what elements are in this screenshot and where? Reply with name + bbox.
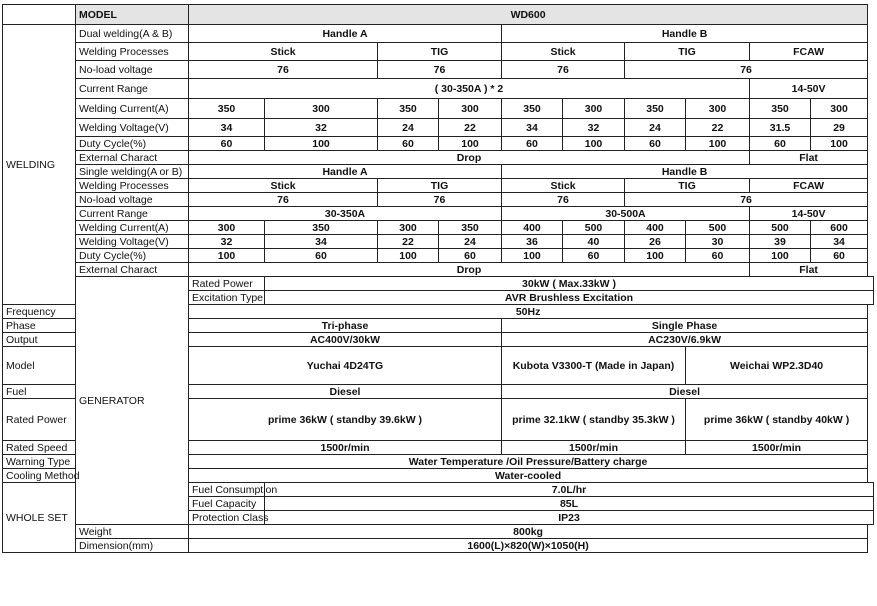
table-cell: 32 <box>563 119 625 137</box>
table-cell: 350 <box>265 221 378 235</box>
table-cell: 1500r/min <box>502 441 686 455</box>
table-cell: 22 <box>378 235 439 249</box>
table-row <box>3 79 874 99</box>
table-cell: 100 <box>750 249 811 263</box>
table-cell: 30-350A <box>189 207 502 221</box>
table-cell: Flat <box>750 263 868 277</box>
table-cell: 60 <box>189 137 265 151</box>
table-cell: 60 <box>563 249 625 263</box>
table-cell: FCAW <box>750 179 868 193</box>
row-label: Welding Processes <box>76 43 189 61</box>
table-cell: 29 <box>811 119 868 137</box>
row-label: Protection Class <box>189 511 265 525</box>
table-cell: 100 <box>378 249 439 263</box>
table-cell: 32 <box>189 235 265 249</box>
table-cell: IP23 <box>265 511 874 525</box>
row-label: Welding Current(A) <box>76 99 189 119</box>
table-cell: prime 36kW ( standby 39.6kW ) <box>189 399 502 441</box>
single-handle-a: Handle A <box>189 165 502 179</box>
row-label: Weight <box>76 525 189 539</box>
table-cell: 60 <box>502 137 563 151</box>
row-label: Cooling Method <box>3 469 76 483</box>
table-cell: 1500r/min <box>686 441 868 455</box>
row-label: Duty Cycle(%) <box>76 249 189 263</box>
table-cell: 24 <box>439 235 502 249</box>
table-cell: 100 <box>811 137 868 151</box>
table-cell: Diesel <box>502 385 868 399</box>
table-cell: 30-500A <box>502 207 750 221</box>
table-cell: 60 <box>439 249 502 263</box>
table-cell: 350 <box>378 99 439 119</box>
table-row <box>3 119 874 137</box>
table-cell: 100 <box>502 249 563 263</box>
section-generator: GENERATOR <box>76 277 189 525</box>
table-cell: 500 <box>686 221 750 235</box>
table-cell: 400 <box>625 221 686 235</box>
table-cell: 76 <box>502 193 625 207</box>
table-cell: 76 <box>625 61 868 79</box>
row-label: Dimension(mm) <box>76 539 189 553</box>
row-label: Welding Voltage(V) <box>76 235 189 249</box>
table-cell: 76 <box>502 61 625 79</box>
table-cell: 7.0L/hr <box>265 483 874 497</box>
table-cell: Stick <box>189 179 378 193</box>
row-label: Rated Speed <box>3 441 76 455</box>
table-cell: 34 <box>811 235 868 249</box>
table-cell: 100 <box>686 137 750 151</box>
table-cell: 76 <box>625 193 868 207</box>
table-cell: 14-50V <box>750 207 868 221</box>
table-cell: AC400V/30kW <box>189 333 502 347</box>
single-welding-label: Single welding(A or B) <box>76 165 189 179</box>
table-row <box>3 193 874 207</box>
row-label: Duty Cycle(%) <box>76 137 189 151</box>
row-label: Excitation Type <box>189 291 265 305</box>
table-cell: 350 <box>750 99 811 119</box>
table-cell: Yuchai 4D24TG <box>189 347 502 385</box>
table-row <box>3 61 874 79</box>
row-label: Output <box>3 333 76 347</box>
table-row <box>3 221 874 235</box>
table-cell: AC230V/6.9kW <box>502 333 868 347</box>
table-cell: Water-cooled <box>189 469 868 483</box>
table-row <box>3 137 874 151</box>
table-cell: 30 <box>686 235 750 249</box>
table-cell: 350 <box>439 221 502 235</box>
table-cell: 34 <box>265 235 378 249</box>
table-cell: 60 <box>625 137 686 151</box>
table-row <box>3 179 874 193</box>
table-cell: 300 <box>265 99 378 119</box>
section-whole-set: WHOLE SET <box>3 483 76 553</box>
table-cell: Stick <box>502 43 625 61</box>
table-cell: 50Hz <box>189 305 868 319</box>
table-cell: 800kg <box>189 525 868 539</box>
spec-table <box>2 4 874 553</box>
table-cell: 400 <box>502 221 563 235</box>
table-cell: ( 30-350A ) * 2 <box>189 79 750 99</box>
table-cell: 60 <box>265 249 378 263</box>
table-cell: Drop <box>189 263 750 277</box>
table-row <box>3 5 874 25</box>
row-label: Welding Voltage(V) <box>76 119 189 137</box>
table-cell: 85L <box>265 497 874 511</box>
table-cell: FCAW <box>750 43 868 61</box>
table-row <box>3 277 874 291</box>
table-cell: 100 <box>563 137 625 151</box>
table-cell: 500 <box>563 221 625 235</box>
row-label: Fuel Consumption <box>189 483 265 497</box>
table-cell: Water Temperature /Oil Pressure/Battery charge <box>189 455 868 469</box>
row-label: Welding Current(A) <box>76 221 189 235</box>
section-blank <box>3 5 76 25</box>
row-label: No-load voltage <box>76 61 189 79</box>
row-label: Current Range <box>76 207 189 221</box>
row-label: Welding Processes <box>76 179 189 193</box>
table-cell: 14-50V <box>750 79 868 99</box>
table-cell: 76 <box>189 61 378 79</box>
table-row <box>3 235 874 249</box>
table-cell: TIG <box>378 43 502 61</box>
table-row <box>3 165 874 179</box>
table-cell: 300 <box>686 99 750 119</box>
table-row <box>3 151 874 165</box>
table-row <box>3 43 874 61</box>
table-row <box>3 25 874 43</box>
table-row <box>3 525 874 539</box>
table-cell: 600 <box>811 221 868 235</box>
table-cell: Drop <box>189 151 750 165</box>
single-handle-b: Handle B <box>502 165 868 179</box>
table-cell: 100 <box>189 249 265 263</box>
table-cell: 34 <box>502 119 563 137</box>
table-cell: Kubota V3300-T (Made in Japan) <box>502 347 686 385</box>
table-row <box>3 99 874 119</box>
table-cell: 60 <box>811 249 868 263</box>
table-cell: 300 <box>563 99 625 119</box>
table-row <box>3 249 874 263</box>
dual-welding-label: Dual welding(A & B) <box>76 25 189 43</box>
table-cell: 300 <box>378 221 439 235</box>
table-cell: Tri-phase <box>189 319 502 333</box>
table-cell: 350 <box>189 99 265 119</box>
model-value: WD600 <box>189 5 868 25</box>
table-cell: 76 <box>378 193 502 207</box>
section-welding: WELDING <box>3 25 76 305</box>
table-cell: Stick <box>502 179 625 193</box>
table-cell: Diesel <box>189 385 502 399</box>
row-label: Current Range <box>76 79 189 99</box>
table-cell: 24 <box>378 119 439 137</box>
table-cell: 300 <box>189 221 265 235</box>
row-label: External Charact <box>76 263 189 277</box>
table-cell: 26 <box>625 235 686 249</box>
table-cell: 300 <box>811 99 868 119</box>
row-label: Warning Type <box>3 455 76 469</box>
table-cell: 1500r/min <box>189 441 502 455</box>
table-cell: 30kW ( Max.33kW ) <box>265 277 874 291</box>
table-cell: Single Phase <box>502 319 868 333</box>
row-label: Model <box>3 347 76 385</box>
table-cell: 76 <box>189 193 378 207</box>
model-label: MODEL <box>76 5 189 25</box>
table-row <box>3 539 874 553</box>
dual-handle-a: Handle A <box>189 25 502 43</box>
table-cell: 36 <box>502 235 563 249</box>
row-label: External Charact <box>76 151 189 165</box>
table-cell: 22 <box>439 119 502 137</box>
table-cell: 24 <box>625 119 686 137</box>
table-cell: 100 <box>625 249 686 263</box>
table-cell: 60 <box>750 137 811 151</box>
table-cell: 60 <box>686 249 750 263</box>
table-cell: prime 32.1kW ( standby 35.3kW ) <box>502 399 686 441</box>
table-cell: 350 <box>502 99 563 119</box>
table-cell: 300 <box>439 99 502 119</box>
row-label: Rated Power <box>189 277 265 291</box>
table-cell: 76 <box>378 61 502 79</box>
table-cell: 34 <box>189 119 265 137</box>
table-cell: 32 <box>265 119 378 137</box>
table-cell: 350 <box>625 99 686 119</box>
table-row <box>3 207 874 221</box>
table-cell: 40 <box>563 235 625 249</box>
table-cell: Flat <box>750 151 868 165</box>
table-cell: 1600(L)×820(W)×1050(H) <box>189 539 868 553</box>
table-cell: 100 <box>265 137 378 151</box>
row-label: Rated Power <box>3 399 76 441</box>
table-cell: TIG <box>625 43 750 61</box>
table-cell: Stick <box>189 43 378 61</box>
table-cell: 31.5 <box>750 119 811 137</box>
table-cell: 22 <box>686 119 750 137</box>
table-cell: AVR Brushless Excitation <box>265 291 874 305</box>
table-row <box>3 263 874 277</box>
table-cell: TIG <box>625 179 750 193</box>
table-cell: prime 36kW ( standby 40kW ) <box>686 399 868 441</box>
table-cell: TIG <box>378 179 502 193</box>
table-cell: 39 <box>750 235 811 249</box>
row-label: Frequency <box>3 305 76 319</box>
row-label: Fuel <box>3 385 76 399</box>
row-label: Phase <box>3 319 76 333</box>
table-cell: 500 <box>750 221 811 235</box>
row-label: No-load voltage <box>76 193 189 207</box>
table-cell: Weichai WP2.3D40 <box>686 347 868 385</box>
table-cell: 60 <box>378 137 439 151</box>
dual-handle-b: Handle B <box>502 25 868 43</box>
table-cell: 100 <box>439 137 502 151</box>
row-label: Fuel Capacity <box>189 497 265 511</box>
